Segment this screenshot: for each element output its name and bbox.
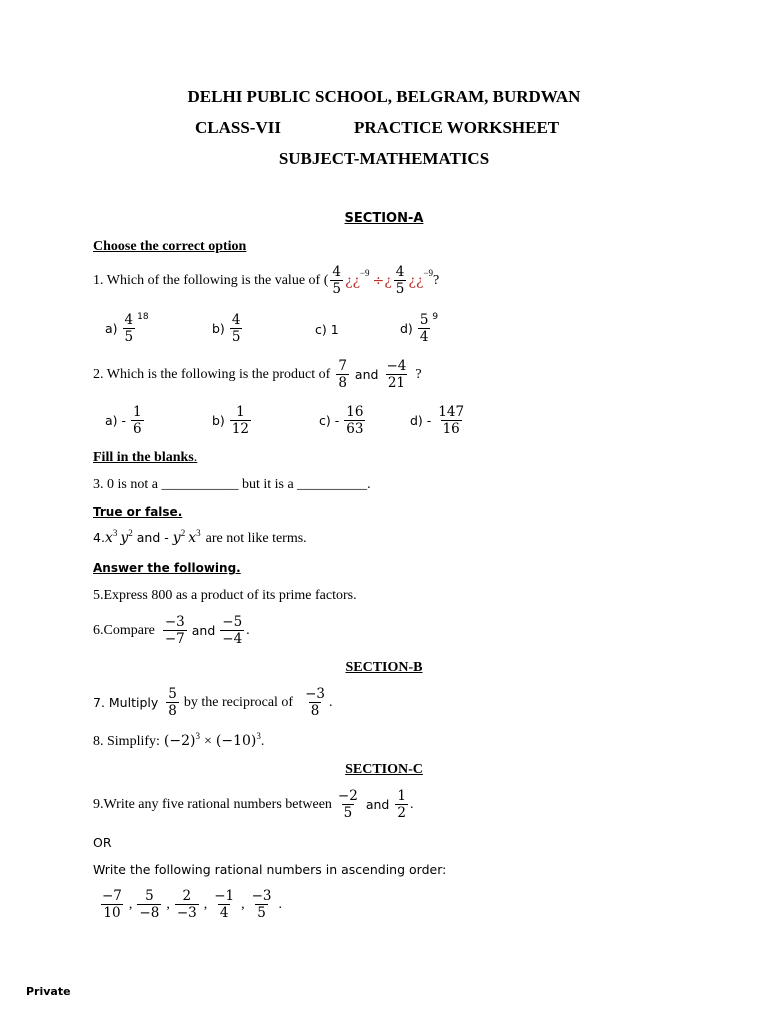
q2-end: ? <box>415 366 422 382</box>
q1-exponent-2: −9 <box>423 267 433 278</box>
rational-item: $\frac{-3}{5}$ <box>251 888 272 921</box>
q1-option-d: d) $\frac{5}{4}$ $^9$ <box>400 311 439 345</box>
q2-fraction-1: $\frac{7}{8}$ <box>338 358 347 391</box>
q2-option-c: c) - $\frac{16}{63}$ <box>319 404 364 437</box>
q1-fraction-2: $\frac{4}{5}$ <box>395 264 405 297</box>
section-b-title: SECTION-B <box>345 660 423 675</box>
answer-heading: Answer the following. <box>93 561 241 575</box>
q1-exponent-1: −9 <box>359 267 370 278</box>
question-9: 9.Write any five rational numbers between $\frac{-2}{5}$ and $\frac{1}{2}$ . <box>93 788 414 821</box>
question-1 <box>93 264 439 297</box>
q2-option-a: a) - $\frac{1}{6}$ <box>105 404 142 437</box>
rational-item: $\frac{2}{-3}$ <box>176 888 197 921</box>
q2-and: and <box>354 367 379 382</box>
q1-text: 1. Which of the following is the value of ( <box>93 272 329 288</box>
true-false-heading: True or false. <box>93 505 183 519</box>
section-c-title: SECTION-C <box>345 762 423 777</box>
q1-option-c: c) 1 <box>315 322 339 337</box>
q1-fraction-1: $\frac{4}{5}$ <box>332 264 341 297</box>
question-5: 5.Express 800 as a product of its prime factors. <box>93 588 357 603</box>
subject-label: SUBJECT-MATHEMATICS <box>278 149 490 168</box>
q1-glyph-2: ¿¿ <box>408 272 424 289</box>
section-a-title: SECTION-A <box>344 211 424 226</box>
q1-option-b: b) $\frac{4}{5}$ <box>212 312 241 345</box>
rational-item: $\frac{-7}{10}$ <box>102 888 122 921</box>
q1-end: ? <box>432 272 440 288</box>
q2-fraction-2: $\frac{-4}{21}$ <box>386 358 407 391</box>
q2-option-b: b) $\frac{1}{12}$ <box>212 404 249 437</box>
rational-list: $\frac{-7}{10}$ , $\frac{5}{-8}$ , $\frac{2}{-3}$ , $\frac{-1}{4}$ , $\frac{-3}{5}$ . <box>102 888 283 921</box>
ascending-instruction: Write the following rational numbers in ascending order: <box>93 862 447 877</box>
choose-heading: Choose the correct option <box>93 239 247 254</box>
q1-divide-sign: ÷¿ <box>372 272 392 289</box>
question-8: 8. Simplify: (−2) $^3$ × (−10) $^3$ . <box>93 731 265 749</box>
class-label: CLASS-VII <box>195 118 281 137</box>
or-label: OR <box>93 835 112 850</box>
question-7: 7. Multiply $\frac{5}{8}$ by the reciprocal of $\frac{-3}{8}$ . <box>93 686 333 719</box>
q2-text: 2. Which is the following is the product of <box>93 366 331 382</box>
q1-option-a: a) $\frac{4}{5}$ $^{18}$ <box>105 311 149 345</box>
question-3: 3. 0 is not a ___________ but it is a __________. <box>93 477 371 492</box>
rational-item: $\frac{-1}{4}$ <box>214 888 235 921</box>
q1-glyph-1: ¿¿ <box>344 272 360 289</box>
q2-option-d: d) - $\frac{147}{16}$ <box>410 404 465 437</box>
fill-blanks-heading: Fill in the blanks. <box>93 450 198 465</box>
worksheet-title: PRACTICE WORKSHEET <box>354 118 560 137</box>
privacy-label: Private <box>26 985 71 998</box>
question-6: 6.Compare $\frac{-3}{-7}$ and $\frac{-5}{-4}$ . <box>93 614 250 647</box>
school-name: DELHI PUBLIC SCHOOL, BELGRAM, BURDWAN <box>187 87 581 106</box>
question-2 <box>93 358 422 391</box>
rational-item: $\frac{5}{-8}$ <box>139 888 160 921</box>
question-4: 4. x $^3$ y $^2$ and - y $^2$ x $^3$ are not like terms. <box>93 528 307 546</box>
